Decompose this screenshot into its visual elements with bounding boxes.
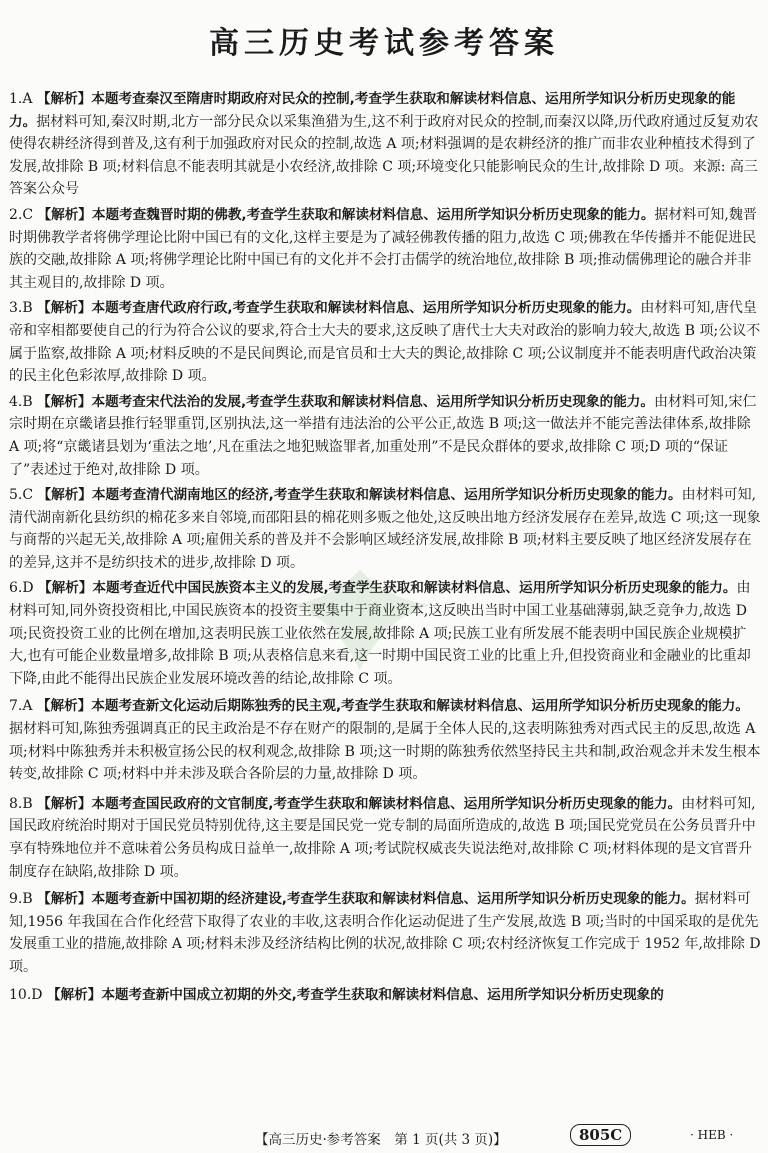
- answer-number: 3.B: [9, 300, 33, 317]
- answer-analysis-heading: 【解析】本题考查清代湖南地区的经济,考查学生获取和解读材料信息、运用所学知识分析历史现象的能力。: [37, 487, 682, 504]
- answer-analysis-body: 由材料可知,同外资投资相比,中国民族资本的投资主要集中于商业资本,这反映出当时中国工业基础薄弱,缺乏竞争力,故选 D 项;民资投资工业的比例在增加,这表明民族工业依然在发展,故排除 A 项;民族工业有所发展不能表明中国民族企业规模扩大,也有可能企业数量增多,故排除 B 项;从表格信息来看,这一时期中国民资工业的比重上升,但投资商业和金融业的比重却下降,由此不能得出民族企业发展环境改善的结论,故排除 C 项。: [9, 580, 751, 687]
- answer-analysis-heading: 【解析】本题考查新中国成立初期的外交,考查学生获取和解读材料信息、运用所学知识分析历史现象的: [46, 986, 664, 1003]
- answer-number: 4.B: [9, 393, 33, 410]
- answer-number: 8.B: [9, 795, 33, 812]
- answer-analysis-body: 据材料可知,秦汉时期,北方一部分民众以采集渔猎为生,这不利于政府对民众的控制,而秦汉以降,历代政府通过反复劝农使得农耕经济得到普及,这有利于加强政府对民众的控制,故选 A 项;材料强调的是农耕经济的推广而非农业种植技术得到了发展,故排除 B 项;材料信息不能表明其就是小农经济,故排除 C 项;环境变化只能影响民众的生计,故排除 D 项。来源: 高三答案公众号: [9, 113, 759, 198]
- answer-item: [9, 391, 761, 481]
- answer-analysis-body: 由材料可知,国民政府统治时期对于国民党员特别优待,这主要是国民党一党专制的局面所造成的,故选 B 项;国民党党员在公务员晋升中享有特殊地位并不意味着公务员构成日益单一,故排除 A 项;考试院权威丧失说法绝对,故排除 C 项;材料体现的是文官晋升制度存在缺陷,故排除 D 项。: [9, 795, 756, 880]
- page-title: 高三历史考试参考答案: [209, 26, 559, 61]
- answer-item: [9, 984, 761, 1007]
- answer-analysis-body: 据材料可知,陈独秀强调真正的民主政治是不存在财产的限制的,是属于全体人民的,这表明陈独秀对西式民主的反思,故选 A 项;材料中陈独秀并未积极宣扬公民的权利观念,故排除 B 项;这一时期的陈独秀依然坚持民主共和制,政治观念并未发生根本转变,故排除 C 项;材料中并未涉及联合各阶层的力量,故排除 D 项。: [9, 721, 761, 783]
- answer-analysis-heading: 【解析】本题考查新文化运动后期陈独秀的民主观,考查学生获取和解读材料信息、运用所学知识分析历史现象的能力。: [36, 698, 749, 715]
- footer-page-info: 【高三历史·参考答案 第 1 页(共 3 页)】: [255, 1132, 507, 1148]
- answer-analysis-heading: 【解析】本题考查国民政府的文官制度,考查学生获取和解读材料信息、运用所学知识分析历史现象的能力。: [37, 795, 682, 812]
- answer-analysis-heading: 【解析】本题考查近代中国民族资本主义的发展,考查学生获取和解读材料信息、运用所学知识分析历史现象的能力。: [38, 580, 737, 597]
- answer-number: 10.D: [9, 986, 43, 1003]
- answer-analysis-heading: 【解析】本题考查宋代法治的发展,考查学生获取和解读材料信息、运用所学知识分析历史现象的能力。: [37, 393, 654, 410]
- answer-item: [9, 793, 761, 883]
- answer-analysis-body: 由材料可知,清代湖南新化县纺织的棉花多来自邻境,而邵阳县的棉花则多贩之他处,这反映出地方经济发展存在差异,故选 C 项;这一现象与商帮的兴起无关,故排除 A 项;雇佣关系的普及并不会影响区域经济发展,故排除 B 项;材料主要反映了地区经济发展存在的差异,这并不是纺织技术的进步,故排除 D 项。: [9, 487, 761, 571]
- exam-code-badge: 805C: [570, 1124, 631, 1146]
- answer-item: [9, 297, 761, 387]
- answer-number: 9.B: [9, 891, 33, 908]
- answer-item: [9, 888, 761, 978]
- answer-number: 7.A: [9, 698, 33, 715]
- answer-analysis-heading: 【解析】本题考查唐代政府行政,考查学生获取和解读材料信息、运用所学知识分析历史现象的能力。: [37, 300, 641, 317]
- answer-item: [9, 204, 761, 294]
- answer-item: [9, 484, 761, 574]
- answer-item: [9, 695, 761, 785]
- answer-number: 5.C: [9, 487, 34, 504]
- answer-analysis-heading: 【解析】本题考查魏晋时期的佛教,考查学生获取和解读材料信息、运用所学知识分析历史现象的能力。: [37, 206, 655, 223]
- answer-list: [9, 88, 761, 1009]
- answer-analysis-heading: 【解析】本题考查新中国初期的经济建设,考查学生获取和解读材料信息、运用所学知识分析历史现象的能力。: [37, 891, 695, 908]
- answer-item: [9, 88, 761, 201]
- page-footer: [0, 1124, 768, 1148]
- answer-number: 1.A: [9, 91, 33, 107]
- answer-analysis-body: 据材料可知,1956 年我国在合作化经营下取得了农业的丰收,这表明合作化运动促进了生产发展,故选 B 项;当时的中国采取的是优先发展重工业的措施,故排除 A 项;材料未涉及经济结构比例的状况,故排除 C 项;农村经济恢复工作完成于 1952 年,故排除 D 项。: [9, 891, 761, 975]
- answer-analysis-heading: 【解析】本题考查秦汉至隋唐时期政府对民众的控制,考查学生获取和解读材料信息、运用所学知识分析历史现象的能力。: [9, 91, 736, 130]
- answer-analysis-body: 由材料可知,唐代皇帝和宰相都要使自己的行为符合公议的要求,符合士大夫的要求,这反映了唐代士大夫对政治的影响力较大,故选 B 项;公议不属于监察,故排除 A 项;材料反映的不是民间舆论,而是官员和士大夫的舆论,故排除 C 项;公议制度并不能表明唐代政治决策的民主化色彩浓厚,故排除 D 项。: [9, 300, 761, 385]
- answer-analysis-body: 由材料可知,宋仁宗时期在京畿诸县推行轻罪重罚,区别执法,这一举措有违法治的公平公正,故选 B 项;这一做法并不能完善法律体系,故排除 A 项;将“京畿诸县划为‘重法之地’,凡在重法之地犯贼盗罪者,加重处刑”不是民众群体的要求,故排除 C 项;D 项的“保证了”表述过于绝对,故排除 D 项。: [9, 393, 757, 478]
- answer-analysis-body: 据材料可知,魏晋时期佛教学者将佛学理论比附中国已有的文化,这样主要是为了减轻佛教传播的阻力,故选 C 项;佛教在华传播并不能促进民族的交融,故排除 A 项;将佛学理论比附中国已有的文化并不会打击儒学的统治地位,故排除 B 项;推动儒佛理论的融合并非其主观目的,故排除 D 项。: [9, 206, 757, 291]
- answer-number: 2.C: [9, 206, 34, 223]
- answer-number: 6.D: [9, 580, 34, 597]
- footer-heb: · HEB ·: [690, 1128, 734, 1142]
- answer-item: [9, 577, 761, 690]
